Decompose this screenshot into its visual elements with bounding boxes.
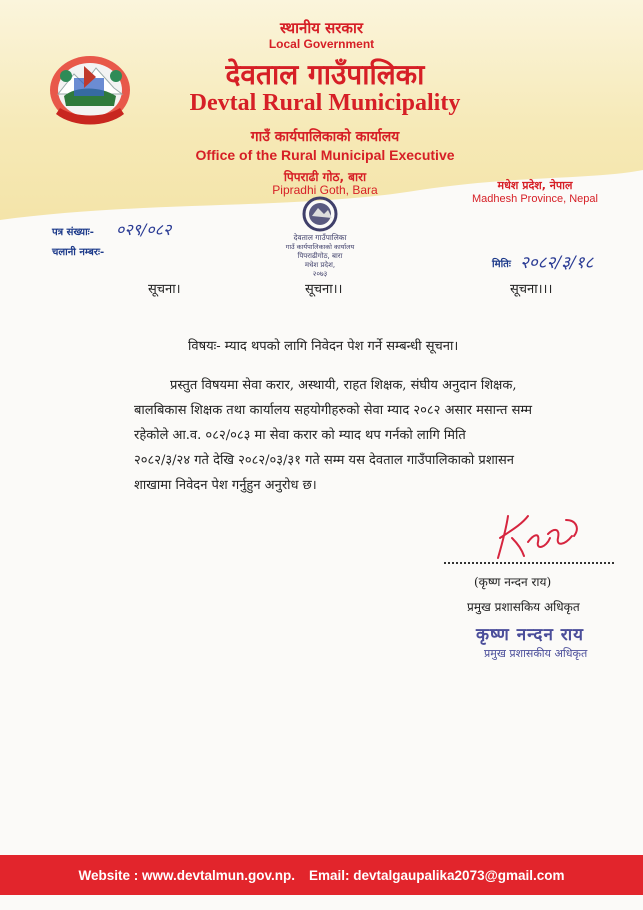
office-seal-stamp	[272, 188, 368, 284]
address-np: पिपराढी गोठ, बारा	[283, 170, 367, 184]
notice-heading-3: सूचना।।।	[510, 282, 553, 297]
stamp-line-4: मधेश प्रदेश,	[304, 261, 336, 269]
province-np: मधेश प्रदेश, नेपाल	[497, 179, 573, 192]
chalani-number-label: चलानी नम्बरः-	[52, 247, 105, 258]
stamp-line-2: गाउँ कार्यपालिकाको कार्यालय	[285, 243, 355, 251]
signatory-name: (कृष्ण नन्दन राय)	[474, 575, 552, 589]
footer-website: Website : www.devtalmun.gov.np.	[78, 867, 295, 883]
body-line-1: प्रस्तुत विषयमा सेवा करार, अस्थायी, राहत शिक्षक, संघीय अनुदान शिक्षक,	[170, 378, 517, 393]
name-stamp: कृष्ण नन्दन राय	[476, 625, 585, 645]
patra-sankhya-label: पत्र संख्याः-	[52, 227, 94, 238]
municipality-name-np: देवताल गाउँपालिका	[225, 58, 425, 91]
stamp-line-3: पिपराढीगोठ, बारा	[297, 252, 343, 260]
notice-heading-2: सूचना।।	[305, 282, 343, 297]
date-label: मितिः	[492, 259, 511, 270]
stamp-line-1: देवताल गाउँपालिका	[293, 233, 347, 242]
body-line-4: २०८२/३/२४ गते देखि २०८२/०३/३१ गते सम्म यस देवताल गाउँपालिकाको प्रशासन	[134, 453, 515, 468]
title-stamp: प्रमुख प्रशासकीय अधिकृत	[484, 647, 588, 660]
address-en: Pipradhi Goth, Bara	[272, 183, 378, 197]
notice-heading-1: सूचना।	[148, 282, 181, 297]
footer-email: Email: devtalgaupalika2073@gmail.com	[309, 867, 565, 883]
nepal-emblem-icon	[44, 48, 136, 132]
local-government-np: स्थानीय सरकार	[280, 19, 363, 37]
letterhead-footer	[0, 855, 643, 895]
municipality-name-en: Devtal Rural Municipality	[189, 90, 461, 116]
signature-line	[444, 562, 614, 564]
date-value: २०८२/३/१८	[520, 253, 594, 273]
body-line-3: रहेकोले आ.व. ०८२/०८३ मा सेवा करार को म्याद थप गर्नको लागि मिति	[134, 428, 466, 443]
signatory-title: प्रमुख प्रशासकिय अधिकृत	[467, 600, 580, 614]
stamp-year: २०७३	[312, 270, 328, 278]
office-name-np: गाउँ कार्यपालिकाको कार्यालय	[250, 129, 400, 145]
province-en: Madhesh Province, Nepal	[472, 193, 598, 205]
body-line-2: बालबिकास शिक्षक तथा कार्यालय सहयोगीहरुको सेवा म्याद २०८२ असार मसान्त सम्म	[134, 403, 533, 418]
letter-subject: विषयः- म्याद थपको लागि निवेदन पेश गर्ने सम्बन्धी सूचना।	[188, 339, 459, 354]
patra-sankhya-value: ०२९/०८२	[116, 220, 172, 239]
local-government-en: Local Government	[268, 37, 375, 51]
office-name-en: Office of the Rural Municipal Executive	[195, 147, 455, 163]
handwritten-signature	[488, 508, 584, 562]
body-line-5: शाखामा निवेदन पेश गर्नुहुन अनुरोध छ।	[134, 478, 317, 493]
